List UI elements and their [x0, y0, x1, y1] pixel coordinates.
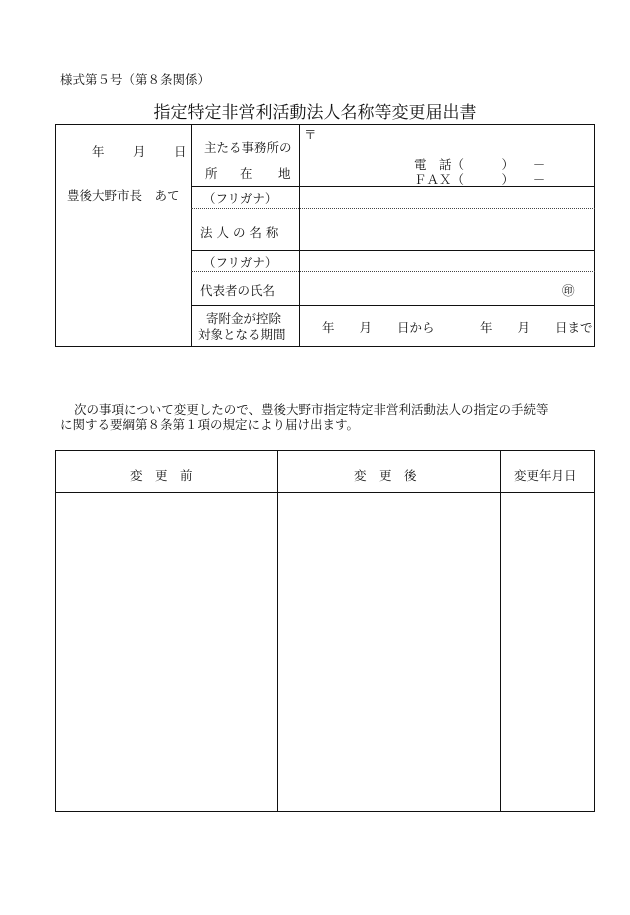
- tel-field[interactable]: 電 話（ ） －: [414, 157, 546, 172]
- divider: [191, 124, 192, 347]
- representative-label: 代表者の氏名: [200, 283, 276, 298]
- divider: [191, 305, 595, 306]
- divider: [191, 271, 595, 272]
- office-label: 主たる事務所の: [204, 140, 292, 155]
- divider: [191, 250, 595, 251]
- date-content-area[interactable]: [502, 494, 593, 810]
- office-label-b: 在: [240, 166, 253, 181]
- divider: [299, 124, 300, 347]
- office-label-a: 所: [205, 166, 218, 181]
- period-to[interactable]: 年 月 日まで: [480, 320, 593, 335]
- furigana-label-1: （フリガナ）: [203, 191, 278, 206]
- col-date-header: 変更年月日: [514, 468, 577, 483]
- document-title: 指定特定非営利活動法人名称等変更届出書: [153, 103, 477, 123]
- date-month: 月: [133, 144, 146, 159]
- date-year: 年: [92, 144, 105, 159]
- divider: [500, 450, 501, 812]
- col-before-header: 変 更 前: [130, 468, 193, 483]
- statement-line-2: に関する要綱第８条第１項の規定により届け出ます。: [60, 417, 360, 432]
- furigana-label-2: （フリガナ）: [203, 255, 278, 270]
- divider: [191, 208, 595, 209]
- statement-line-1: 次の事項について変更したので、豊後大野市指定特定非営利活動法人の指定の手続等: [74, 402, 549, 417]
- seal-mark: ㊞: [562, 283, 575, 298]
- addressee: 豊後大野市長 あて: [67, 188, 180, 203]
- office-label-c: 地: [278, 166, 291, 181]
- date-day: 日: [174, 144, 187, 159]
- form-number: 様式第５号（第８条関係）: [60, 72, 211, 87]
- before-content-area[interactable]: [57, 494, 275, 810]
- period-label-1: 寄附金が控除: [206, 311, 282, 326]
- after-content-area[interactable]: [279, 494, 498, 810]
- divider: [55, 492, 595, 493]
- corp-name-label: 法 人 の 名 称: [200, 225, 279, 240]
- postal-mark: 〒: [304, 127, 317, 142]
- fax-field[interactable]: ＦＡＸ（ ） －: [414, 172, 546, 187]
- period-from[interactable]: 年 月 日から: [322, 320, 435, 335]
- divider: [277, 450, 278, 812]
- col-after-header: 変 更 後: [354, 468, 417, 483]
- period-label-2: 対象となる期間: [198, 327, 286, 342]
